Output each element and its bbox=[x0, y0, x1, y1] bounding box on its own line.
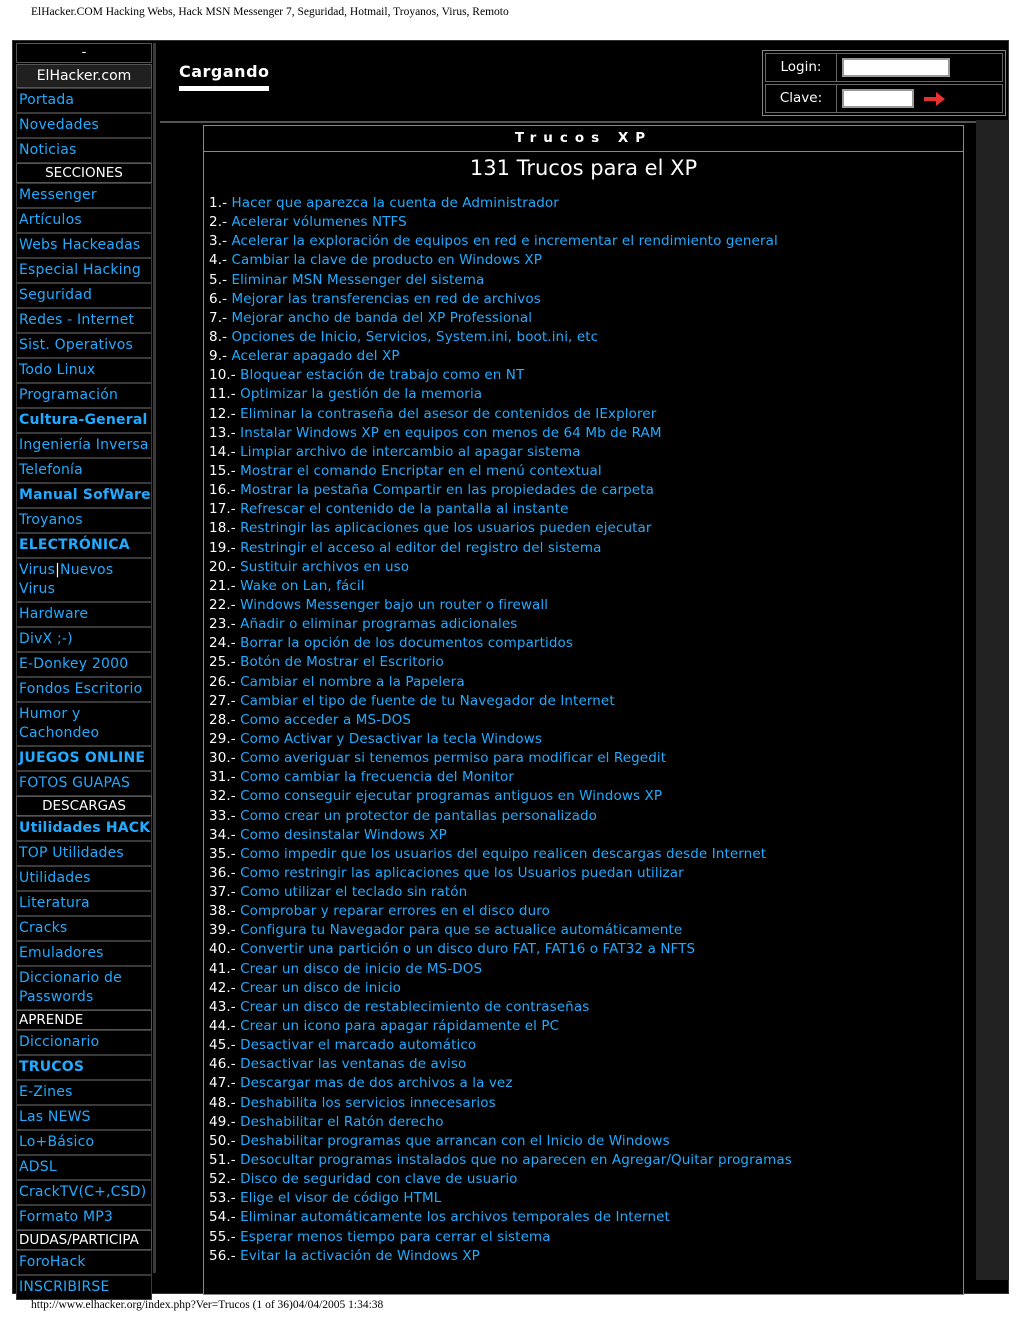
trick-link[interactable]: Cambiar el nombre a la Papelera bbox=[240, 673, 465, 690]
right-margin-strip bbox=[976, 120, 1009, 1280]
trick-number: 20.- bbox=[209, 558, 241, 575]
print-header: ElHacker.COM Hacking Webs, Hack MSN Messenger 7, Seguridad, Hotmail, Troyanos, Virus, Remoto bbox=[31, 6, 509, 18]
trick-number: 4.- bbox=[209, 252, 232, 269]
sidebar bbox=[14, 43, 156, 1295]
sidebar-item-adsl[interactable]: ADSL bbox=[16, 1155, 152, 1180]
sidebar-item-diccionario-de-passwords[interactable]: Diccionario de Passwords bbox=[16, 966, 152, 1010]
trick-number: 18.- bbox=[209, 520, 241, 537]
sidebar-dash: - bbox=[16, 43, 152, 63]
trick-link[interactable]: Optimizar la gestión de la memoria bbox=[240, 386, 483, 403]
trick-item bbox=[209, 902, 959, 921]
trick-item bbox=[209, 749, 959, 768]
sidebar-separator: | bbox=[55, 562, 61, 578]
sidebar-item-las-news[interactable]: Las NEWS bbox=[16, 1105, 152, 1130]
sidebar-item-fotos-guapas[interactable]: FOTOS GUAPAS bbox=[16, 771, 152, 796]
sidebar-heading-descargas: DESCARGAS bbox=[16, 796, 152, 816]
sidebar-item-cracktv-c-csd[interactable]: CrackTV(C+,CSD) bbox=[16, 1180, 152, 1205]
sidebar-item-emuladores[interactable]: Emuladores bbox=[16, 941, 152, 966]
trick-link[interactable]: Como acceder a MS-DOS bbox=[240, 711, 412, 728]
trick-link[interactable]: Bloquear estación de trabajo como en NT bbox=[240, 367, 525, 384]
sidebar-item-webs-hackeadas[interactable]: Webs Hackeadas bbox=[16, 233, 152, 258]
trick-link[interactable]: Restringir el acceso al editor del registro del sistema bbox=[240, 539, 602, 556]
trick-link[interactable]: Evitar la activación de Windows XP bbox=[240, 1247, 480, 1264]
trick-item bbox=[209, 864, 959, 883]
panel-title: Trucos XP bbox=[204, 126, 963, 152]
trick-number: 44.- bbox=[209, 1018, 241, 1035]
sidebar-item-ingenieria-inversa[interactable]: Ingeniería Inversa bbox=[16, 433, 152, 458]
tricks-list bbox=[209, 194, 959, 1266]
trick-number: 21.- bbox=[209, 577, 241, 594]
trick-number: 16.- bbox=[209, 482, 241, 499]
trick-number: 36.- bbox=[209, 864, 241, 881]
trick-item bbox=[209, 1228, 959, 1247]
trick-link[interactable]: Wake on Lan, fácil bbox=[240, 577, 365, 594]
sidebar-item-manual-sofware[interactable]: Manual SofWare bbox=[16, 483, 152, 508]
trick-number: 27.- bbox=[209, 692, 241, 709]
trick-item bbox=[209, 673, 959, 692]
sidebar-item-utilidades[interactable]: Utilidades bbox=[16, 866, 152, 891]
trick-number: 12.- bbox=[209, 405, 241, 422]
sidebar-item-especial-hacking[interactable]: Especial Hacking bbox=[16, 258, 152, 283]
trick-number: 8.- bbox=[209, 328, 232, 345]
trick-item bbox=[209, 883, 959, 902]
trick-item bbox=[209, 309, 959, 328]
sidebar-item-cultura-general[interactable]: Cultura-General bbox=[16, 408, 152, 433]
trick-item bbox=[209, 711, 959, 730]
sidebar-heading-aprende: APRENDE bbox=[16, 1010, 152, 1030]
sidebar-item-articulos[interactable]: Artículos bbox=[16, 208, 152, 233]
trick-link[interactable]: Como averiguar si tenemos permiso para modificar el Regedit bbox=[240, 750, 667, 767]
trick-item bbox=[209, 481, 959, 500]
sidebar-item-e-donkey-2000[interactable]: E-Donkey 2000 bbox=[16, 652, 152, 677]
sidebar-item-telefonia[interactable]: Telefonía bbox=[16, 458, 152, 483]
trick-link[interactable]: Crear un disco de inicio bbox=[240, 979, 402, 996]
sidebar-item-inscribirse[interactable]: INSCRIBIRSE bbox=[16, 1275, 152, 1300]
trick-number: 34.- bbox=[209, 826, 241, 843]
trick-item bbox=[209, 1247, 959, 1266]
trick-link[interactable]: Acelerar apagado del XP bbox=[231, 348, 400, 365]
trick-item bbox=[209, 500, 959, 519]
sidebar-item-troyanos[interactable]: Troyanos bbox=[16, 508, 152, 533]
trick-item bbox=[209, 443, 959, 462]
sidebar-item-juegos-online[interactable]: JUEGOS ONLINE bbox=[16, 746, 152, 771]
trick-number: 51.- bbox=[209, 1152, 241, 1169]
trick-number: 39.- bbox=[209, 922, 241, 939]
trick-number: 2.- bbox=[209, 214, 232, 231]
trick-link[interactable]: Como crear un protector de pantallas personalizado bbox=[240, 807, 597, 824]
trick-link[interactable]: Eliminar la contraseña del asesor de contenidos de IExplorer bbox=[240, 405, 657, 422]
clave-row bbox=[765, 84, 1003, 113]
trick-link[interactable]: Comprobar y reparar errores en el disco duro bbox=[240, 903, 550, 920]
trick-number: 52.- bbox=[209, 1171, 241, 1188]
trick-number: 55.- bbox=[209, 1228, 241, 1245]
trick-item bbox=[209, 1036, 959, 1055]
trick-link[interactable]: Esperar menos tiempo para cerrar el sistema bbox=[240, 1228, 551, 1245]
sidebar-item-lo-basico[interactable]: Lo+Básico bbox=[16, 1130, 152, 1155]
trick-number: 15.- bbox=[209, 462, 241, 479]
sidebar-item-portada[interactable]: Portada bbox=[16, 88, 152, 113]
sidebar-item-virus-row bbox=[16, 558, 152, 602]
sidebar-heading-dudas: DUDAS/PARTICIPA bbox=[16, 1230, 152, 1250]
trick-link[interactable]: Como conseguir ejecutar programas antiguos en Windows XP bbox=[240, 788, 663, 805]
trick-number: 42.- bbox=[209, 979, 241, 996]
trick-number: 30.- bbox=[209, 750, 241, 767]
sidebar-heading-secciones: SECCIONES bbox=[16, 163, 152, 183]
arrow-right-icon[interactable] bbox=[922, 88, 948, 110]
trucos-panel bbox=[203, 125, 964, 1295]
trick-number: 47.- bbox=[209, 1075, 241, 1092]
clave-label: Clave: bbox=[766, 85, 837, 112]
trick-item bbox=[209, 634, 959, 653]
trick-number: 26.- bbox=[209, 673, 241, 690]
trick-number: 3.- bbox=[209, 233, 232, 250]
trick-item bbox=[209, 1132, 959, 1151]
trick-number: 5.- bbox=[209, 271, 232, 288]
trick-link[interactable]: Descargar mas de dos archivos a la vez bbox=[240, 1075, 513, 1092]
login-input[interactable] bbox=[842, 58, 950, 77]
trick-link[interactable]: Elige el visor de código HTML bbox=[240, 1190, 442, 1207]
trick-item bbox=[209, 462, 959, 481]
trick-link[interactable]: Desocultar programas instalados que no aparecen en Agregar/Quitar programas bbox=[240, 1152, 792, 1169]
trick-link[interactable]: Cambiar la clave de producto en Windows XP bbox=[231, 252, 543, 269]
trick-item bbox=[209, 385, 959, 404]
trick-link[interactable]: Deshabilitar el Ratón derecho bbox=[240, 1113, 444, 1130]
trick-link[interactable]: Mostrar la pestaña Compartir en las propiedades de carpeta bbox=[240, 482, 654, 499]
trick-item bbox=[209, 653, 959, 672]
trick-link[interactable]: Sustituir archivos en uso bbox=[240, 558, 410, 575]
trick-item bbox=[209, 290, 959, 309]
trick-item bbox=[209, 405, 959, 424]
trick-number: 29.- bbox=[209, 730, 241, 747]
sidebar-item-forohack[interactable]: ForoHack bbox=[16, 1250, 152, 1275]
sidebar-item-todo-linux[interactable]: Todo Linux bbox=[16, 358, 152, 383]
trick-number: 56.- bbox=[209, 1247, 241, 1264]
trick-number: 28.- bbox=[209, 711, 241, 728]
trick-link[interactable]: Disco de seguridad con clave de usuario bbox=[240, 1171, 518, 1188]
sidebar-item-programacion[interactable]: Programación bbox=[16, 383, 152, 408]
trick-link[interactable]: Como desinstalar Windows XP bbox=[240, 826, 447, 843]
trick-link[interactable]: Botón de Mostrar el Escritorio bbox=[240, 654, 444, 671]
trick-link[interactable]: Crear un disco de restablecimiento de contraseñas bbox=[240, 998, 590, 1015]
trick-item bbox=[209, 1208, 959, 1227]
trick-number: 33.- bbox=[209, 807, 241, 824]
trick-item bbox=[209, 768, 959, 787]
login-label: Login: bbox=[766, 54, 837, 81]
loading-bar bbox=[179, 86, 269, 91]
trick-item bbox=[209, 251, 959, 270]
sidebar-item-trucos[interactable]: TRUCOS bbox=[16, 1055, 152, 1080]
trick-number: 38.- bbox=[209, 903, 241, 920]
trick-number: 46.- bbox=[209, 1056, 241, 1073]
sidebar-item-top-utilidades[interactable]: TOP Utilidades bbox=[16, 841, 152, 866]
trick-link[interactable]: Deshabilitar programas que arrancan con el Inicio de Windows bbox=[240, 1132, 670, 1149]
trick-number: 7.- bbox=[209, 309, 232, 326]
trick-item bbox=[209, 232, 959, 251]
page-title: 131 Trucos para el XP bbox=[469, 156, 698, 180]
trick-number: 43.- bbox=[209, 998, 241, 1015]
sidebar-item-literatura[interactable]: Literatura bbox=[16, 891, 152, 916]
sidebar-brand[interactable]: ElHacker.com bbox=[16, 64, 152, 88]
trick-link[interactable]: Crear un icono para apagar rápidamente el PC bbox=[240, 1018, 560, 1035]
trick-item bbox=[209, 1074, 959, 1093]
trick-item bbox=[209, 692, 959, 711]
trick-item bbox=[209, 979, 959, 998]
trick-item bbox=[209, 807, 959, 826]
trick-link[interactable]: Como cambiar la frecuencia del Monitor bbox=[240, 769, 515, 786]
trick-link[interactable]: Mejorar las transferencias en red de archivos bbox=[231, 290, 541, 307]
sidebar-item-diccionario[interactable]: Diccionario bbox=[16, 1030, 152, 1055]
trick-item bbox=[209, 596, 959, 615]
sidebar-item-formato-mp3[interactable]: Formato MP3 bbox=[16, 1205, 152, 1230]
trick-number: 53.- bbox=[209, 1190, 241, 1207]
trick-item bbox=[209, 921, 959, 940]
sidebar-item-humor-y-cachondeo[interactable]: Humor y Cachondeo bbox=[16, 702, 152, 746]
trick-item bbox=[209, 1094, 959, 1113]
trick-link[interactable]: Mostrar el comando Encriptar en el menú contextual bbox=[240, 462, 602, 479]
trick-link[interactable]: Windows Messenger bajo un router o firewall bbox=[240, 596, 549, 613]
trick-link[interactable]: Como restringir las aplicaciones que los Usuarios puedan utilizar bbox=[240, 864, 684, 881]
trick-number: 31.- bbox=[209, 769, 241, 786]
trick-link[interactable]: Crear un disco de inicio de MS-DOS bbox=[240, 960, 483, 977]
trick-number: 10.- bbox=[209, 367, 241, 384]
trick-item bbox=[209, 826, 959, 845]
trick-link[interactable]: Mejorar ancho de banda del XP Professional bbox=[231, 309, 533, 326]
trick-link[interactable]: Restringir las aplicaciones que los usuarios pueden ejecutar bbox=[240, 520, 652, 537]
trick-link[interactable]: Acelerar vólumenes NTFS bbox=[231, 214, 407, 231]
sidebar-menu bbox=[16, 88, 152, 1300]
trick-item bbox=[209, 271, 959, 290]
print-footer: http://www.elhacker.org/index.php?Ver=Trucos (1 of 36)04/04/2005 1:34:38 bbox=[31, 1299, 384, 1311]
trick-item bbox=[209, 577, 959, 596]
sidebar-item-e-zines[interactable]: E-Zines bbox=[16, 1080, 152, 1105]
trick-item bbox=[209, 615, 959, 634]
trick-item bbox=[209, 1151, 959, 1170]
trick-number: 49.- bbox=[209, 1113, 241, 1130]
sidebar-item-messenger[interactable]: Messenger bbox=[16, 183, 152, 208]
trick-number: 37.- bbox=[209, 884, 241, 901]
trick-link[interactable]: Deshabilita los servicios innecesarios bbox=[240, 1094, 496, 1111]
trick-number: 54.- bbox=[209, 1209, 241, 1226]
login-form bbox=[762, 50, 1006, 116]
trick-number: 41.- bbox=[209, 960, 241, 977]
trick-link[interactable]: Como utilizar el teclado sin ratón bbox=[240, 884, 468, 901]
trick-link[interactable]: Refrescar el contenido de la pantalla al instante bbox=[240, 501, 569, 518]
trick-item bbox=[209, 1170, 959, 1189]
trick-number: 9.- bbox=[209, 348, 232, 365]
trick-link[interactable]: Configura tu Navegador para que se actualice automáticamente bbox=[240, 922, 683, 939]
trick-item bbox=[209, 998, 959, 1017]
trick-number: 17.- bbox=[209, 501, 241, 518]
trick-item bbox=[209, 539, 959, 558]
trick-number: 22.- bbox=[209, 596, 241, 613]
trick-link[interactable]: Limpiar archivo de intercambio al apagar sistema bbox=[240, 443, 581, 460]
trick-item bbox=[209, 787, 959, 806]
trick-link[interactable]: Hacer que aparezca la cuenta de Administrador bbox=[231, 195, 559, 211]
trick-item bbox=[209, 519, 959, 538]
trick-item bbox=[209, 347, 959, 366]
trick-item bbox=[209, 940, 959, 959]
sidebar-item-electronica[interactable]: ELECTRÓNICA bbox=[16, 533, 152, 558]
trick-item bbox=[209, 1189, 959, 1208]
loading-label: Cargando bbox=[179, 62, 270, 81]
trick-link[interactable]: Cambiar el tipo de fuente de tu Navegador de Internet bbox=[240, 692, 615, 709]
sidebar-item-novedades[interactable]: Novedades bbox=[16, 113, 152, 138]
trick-link[interactable]: Eliminar MSN Messenger del sistema bbox=[231, 271, 485, 288]
trick-item bbox=[209, 1017, 959, 1036]
trick-item bbox=[209, 194, 959, 213]
trick-link[interactable]: Desactivar las ventanas de aviso bbox=[240, 1056, 467, 1073]
trick-number: 19.- bbox=[209, 539, 241, 556]
trick-number: 40.- bbox=[209, 941, 241, 958]
trick-link[interactable]: Añadir o eliminar programas adicionales bbox=[240, 616, 518, 633]
header-divider bbox=[160, 121, 976, 123]
trick-number: 25.- bbox=[209, 654, 241, 671]
trick-number: 35.- bbox=[209, 845, 241, 862]
trick-number: 24.- bbox=[209, 635, 241, 652]
trick-item bbox=[209, 366, 959, 385]
sidebar-item-divx[interactable]: DivX ;-) bbox=[16, 627, 152, 652]
sidebar-item-virus[interactable]: Virus bbox=[19, 562, 56, 578]
trick-item bbox=[209, 213, 959, 232]
password-input[interactable] bbox=[842, 89, 914, 108]
trick-number: 1.- bbox=[209, 195, 232, 211]
trick-link[interactable]: Desactivar el marcado automático bbox=[240, 1037, 477, 1054]
trick-number: 14.- bbox=[209, 443, 241, 460]
trick-item bbox=[209, 845, 959, 864]
trick-link[interactable]: Eliminar automáticamente los archivos temporales de Internet bbox=[240, 1209, 670, 1226]
trick-number: 45.- bbox=[209, 1037, 241, 1054]
sidebar-item-hardware[interactable]: Hardware bbox=[16, 602, 152, 627]
trick-number: 50.- bbox=[209, 1132, 241, 1149]
sidebar-item-cracks[interactable]: Cracks bbox=[16, 916, 152, 941]
trick-item bbox=[209, 328, 959, 347]
trick-item bbox=[209, 1055, 959, 1074]
trick-link[interactable]: Instalar Windows XP en equipos con menos de 64 Mb de RAM bbox=[240, 424, 662, 441]
trick-item bbox=[209, 1113, 959, 1132]
trick-number: 6.- bbox=[209, 290, 232, 307]
sidebar-item-nuevos-virus[interactable]: Nuevos Virus bbox=[19, 562, 114, 597]
sidebar-item-fondos-escritorio[interactable]: Fondos Escritorio bbox=[16, 677, 152, 702]
trick-item bbox=[209, 558, 959, 577]
trick-number: 48.- bbox=[209, 1094, 241, 1111]
trick-item bbox=[209, 424, 959, 443]
trick-number: 32.- bbox=[209, 788, 241, 805]
sidebar-item-noticias[interactable]: Noticias bbox=[16, 138, 152, 163]
sidebar-item-seguridad[interactable]: Seguridad bbox=[16, 283, 152, 308]
trick-link[interactable]: Convertir una partición o un disco duro FAT, FAT16 o FAT32 a NFTS bbox=[240, 941, 696, 958]
trick-link[interactable]: Borrar la opción de los documentos compartidos bbox=[240, 635, 573, 652]
sidebar-item-redes-internet[interactable]: Redes - Internet bbox=[16, 308, 152, 333]
sidebar-item-utilidades-hack[interactable]: Utilidades HACK bbox=[16, 816, 152, 841]
trick-link[interactable]: Acelerar la exploración de equipos en red e incrementar el rendimiento general bbox=[231, 233, 778, 250]
trick-number: 11.- bbox=[209, 386, 241, 403]
trick-link[interactable]: Opciones de Inicio, Servicios, System.ini, boot.ini, etc bbox=[231, 328, 599, 345]
trick-item bbox=[209, 730, 959, 749]
trick-number: 23.- bbox=[209, 616, 241, 633]
trick-item bbox=[209, 960, 959, 979]
login-row bbox=[765, 53, 1003, 82]
sidebar-item-sist-operativos[interactable]: Sist. Operativos bbox=[16, 333, 152, 358]
trick-link[interactable]: Como impedir que los usuarios del equipo realicen descargas desde Internet bbox=[240, 845, 767, 862]
trick-link[interactable]: Como Activar y Desactivar la tecla Windows bbox=[240, 730, 543, 747]
trick-number: 13.- bbox=[209, 424, 241, 441]
